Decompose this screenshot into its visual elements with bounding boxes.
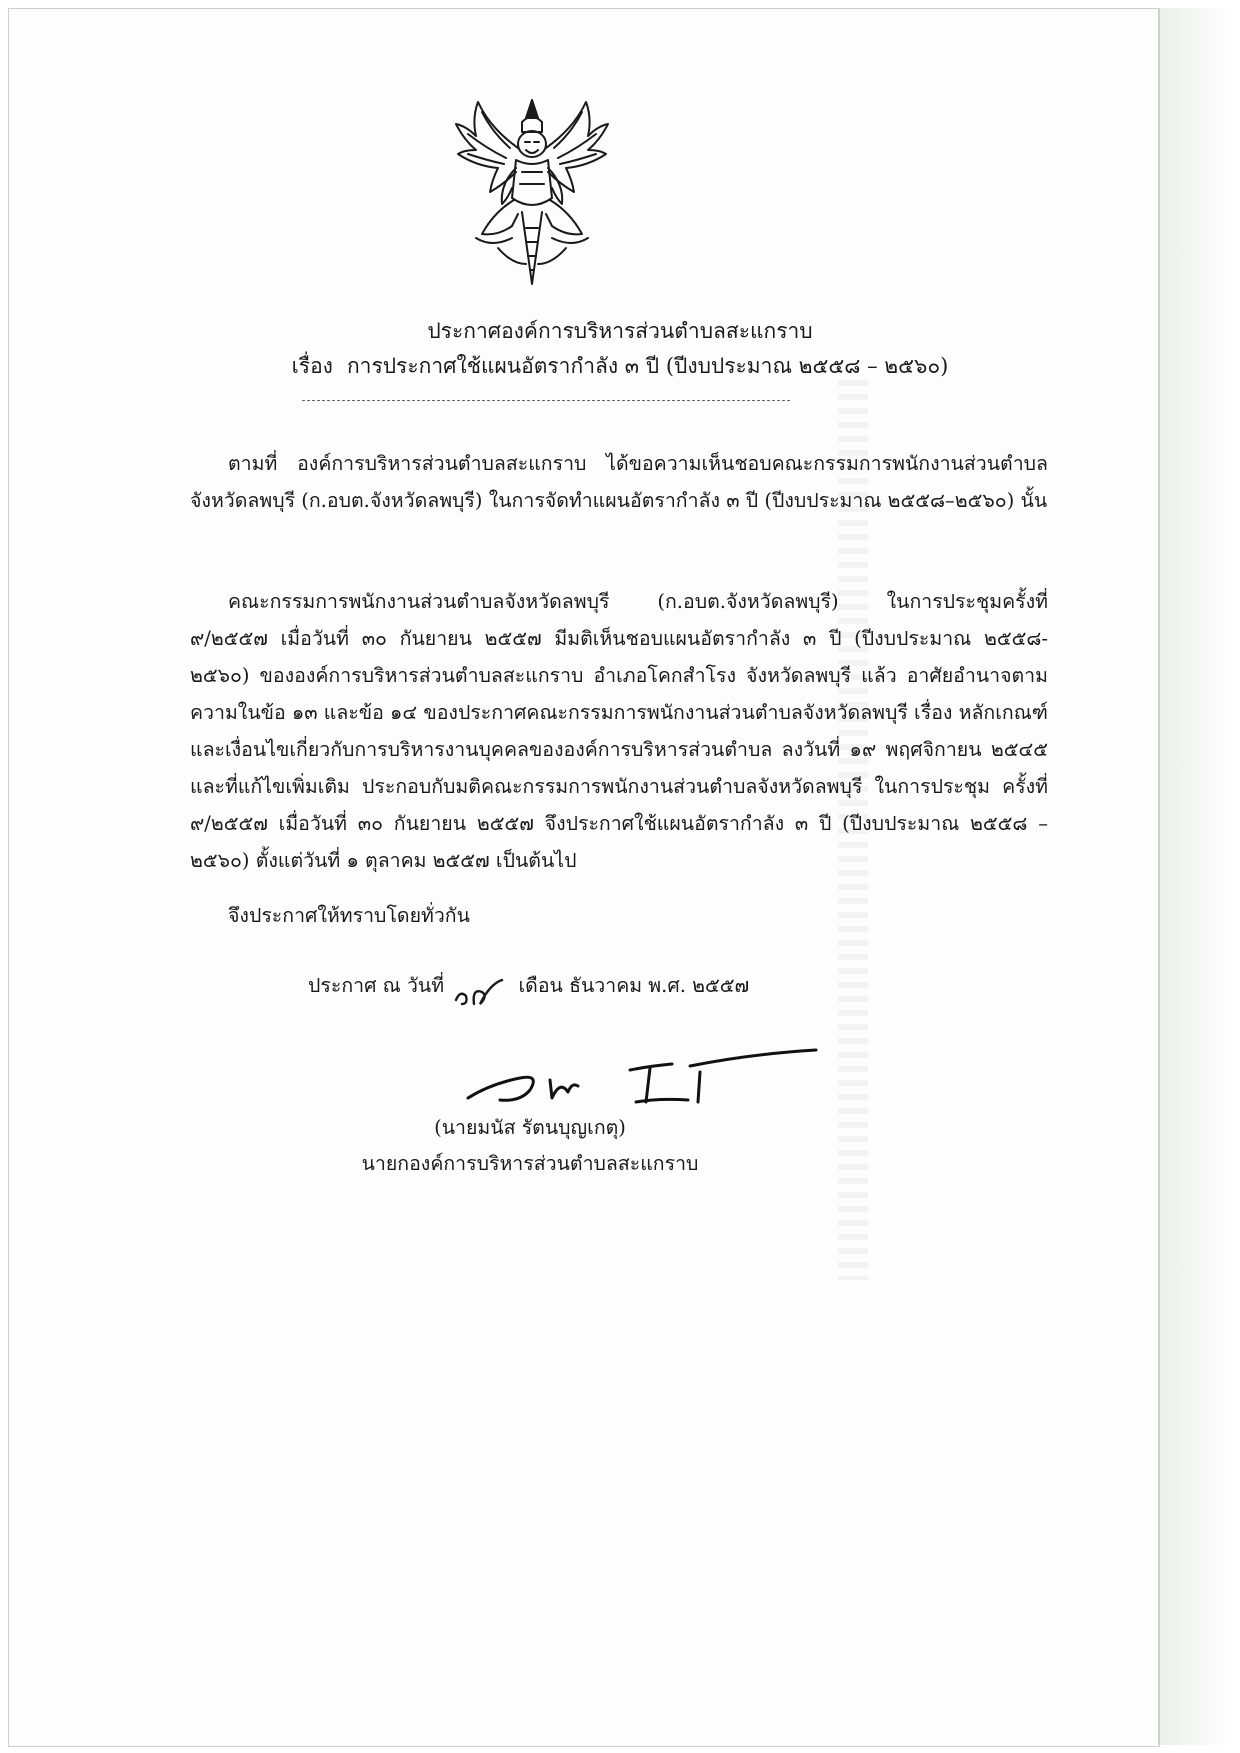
dashed-divider [302,400,790,401]
signer-title: นายกองค์การบริหารส่วนตำบลสะแกราบ [361,1152,699,1175]
subject-text: การประกาศใช้แผนอัตรากำลัง ๓ ปี (ปีงบประมาณ ๒๕๕๘ – ๒๕๖๐) [346,354,949,378]
paragraph-1: ตามที่ องค์การบริหารส่วนตำบลสะแกราบ ได้ขอความเห็นชอบคณะกรรมการพนักงานส่วนตำบลจังหวัดลพบุรี (ก.อบต.จังหวัดลพบุรี) ในการจัดทำแผนอัตรากำลัง ๓ ปี (ปีงบประมาณ ๒๕๕๘–๒๕๖๐) นั้น [190,452,1048,512]
document-subject [0,353,1240,380]
handwritten-day-mark [450,970,512,1014]
announcement-date [308,970,749,1001]
garuda-emblem-icon [442,88,622,288]
date-prefix: ประกาศ ณ วันที่ [308,974,445,997]
date-suffix: เดือน ธันวาคม พ.ศ. ๒๕๕๗ [518,974,750,997]
page-edge-shadow [1158,8,1234,1745]
paragraph-2: คณะกรรมการพนักงานส่วนตำบลจังหวัดลพบุรี (ก.อบต.จังหวัดลพบุรี) ในการประชุมครั้งที่ ๙/๒๕๕๗ เมื่อวันที่ ๓๐ กันยายน ๒๕๕๗ มีมติเห็นชอบแผนอัตรากำลัง ๓ ปี (ปีงบประมาณ ๒๕๕๘- ๒๕๖๐) ขององค์การบริหารส่วนตำบลสะแกราบ อำเภอโคกสำโรง จังหวัดลพบุรี แล้ว อาศัยอำนาจตามความในข้อ ๑๓ และข้อ ๑๔ ของประกาศคณะกรรมการพนักงานส่วนตำบลจังหวัดลพบุรี เรื่อง หลักเกณฑ์และเงื่อนไขเกี่ยวกับการบริหารงานบุคคลขององค์การบริหารส่วนตำบล ลงวันที่ ๑๙ พฤศจิกายน ๒๕๔๕ และที่แก้ไขเพิ่มเติม ประกอบกับมติคณะกรรมการพนักงานส่วนตำบลจังหวัดลพบุรี ในการประชุม ครั้งที่ ๙/๒๕๕๗ เมื่อวันที่ ๓๐ กันยายน ๒๕๕๗ จึงประกาศใช้แผนอัตรากำลัง ๓ ปี (ปีงบประมาณ ๒๕๕๘ – ๒๕๖๐) ตั้งแต่วันที่ ๑ ตุลาคม ๒๕๕๗ เป็นต้นไป [190,590,1048,872]
document-title: ประกาศองค์การบริหารส่วนตำบลสะแกราบ [427,319,813,343]
closing-statement: จึงประกาศให้ทราบโดยทั่วกัน [228,904,470,927]
subject-label: เรื่อง [291,354,333,378]
handwritten-signature [460,1040,820,1110]
signer-name: (นายมนัส รัตนบุญเกตุ) [434,1116,626,1139]
